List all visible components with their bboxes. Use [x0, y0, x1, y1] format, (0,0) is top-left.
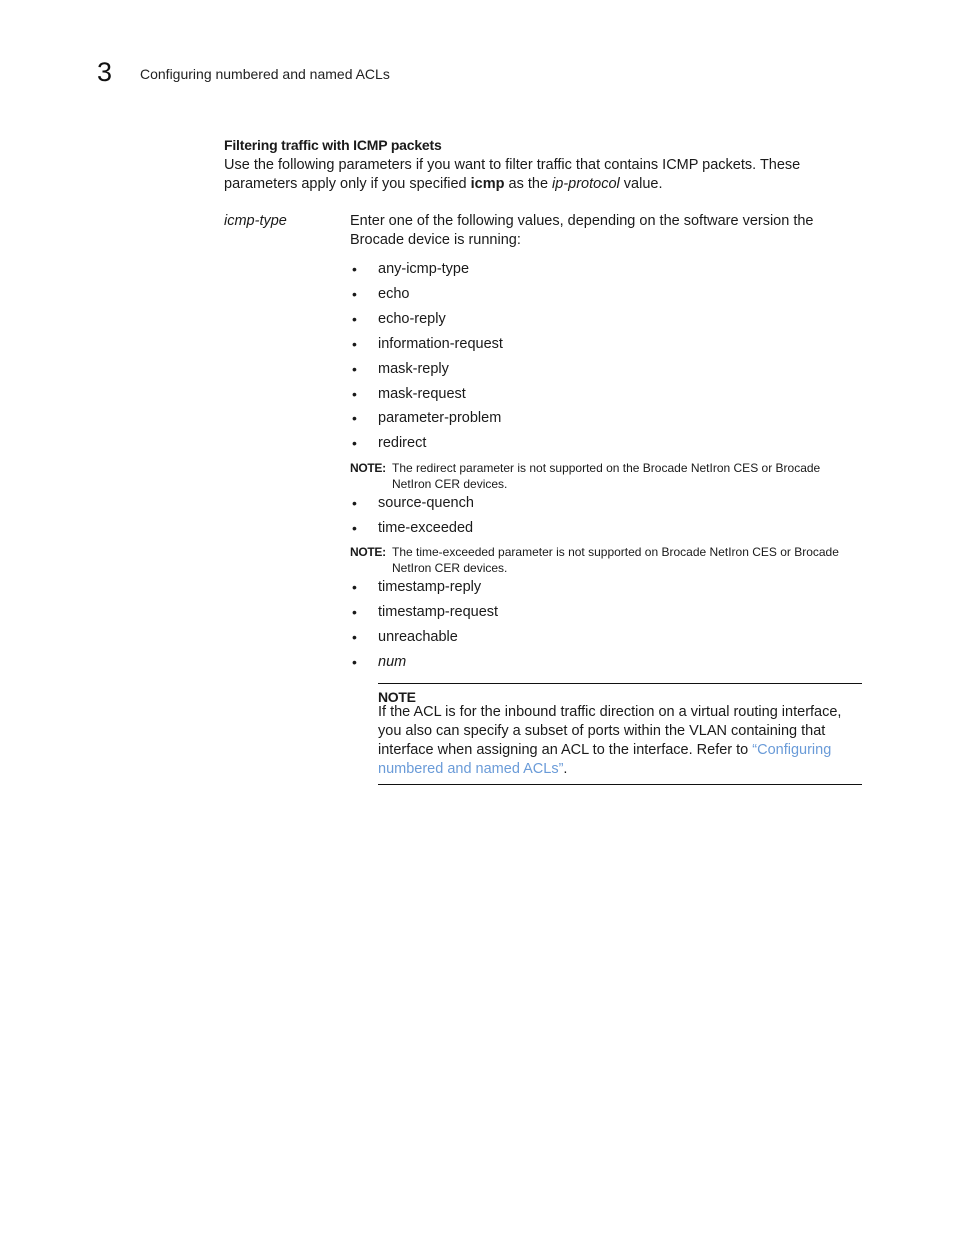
bullet-icon: •	[352, 386, 357, 402]
bullet-icon: •	[352, 336, 357, 352]
bullet-icon: •	[352, 286, 357, 302]
bullet-icon: •	[352, 311, 357, 327]
bullet-icon: •	[352, 654, 357, 670]
bullet-icon: •	[352, 435, 357, 451]
list-item-label: source-quench	[378, 495, 474, 511]
bullet-icon: •	[352, 361, 357, 377]
list-item-label: parameter-problem	[378, 410, 502, 426]
list-item-label: echo-reply	[378, 311, 446, 327]
intro-keyword: icmp	[470, 176, 505, 192]
section-heading: Filtering traffic with ICMP packets	[224, 137, 442, 153]
list-item-label: time-exceeded	[378, 520, 474, 536]
intro-parameter: ip-protocol	[552, 176, 620, 192]
note-label: NOTE:	[350, 461, 386, 475]
cross-reference-link[interactable]: “Configuring numbered and named ACLs”	[378, 742, 832, 777]
list-item-label: redirect	[378, 435, 427, 451]
chapter-number: 3	[97, 57, 113, 87]
note-box	[378, 683, 862, 785]
bullet-icon: •	[352, 261, 357, 277]
bullet-icon: •	[352, 604, 357, 620]
parameter-term: icmp-type	[224, 213, 287, 229]
intro-text-3: value.	[619, 176, 663, 192]
bullet-icon: •	[352, 579, 357, 595]
note-text: The redirect parameter is not supported on the Brocade NetIron CES or Brocade NetIron CER devices.	[392, 461, 821, 491]
intro-paragraph	[224, 156, 854, 194]
note-label: NOTE:	[350, 545, 386, 559]
note-body-text: If the ACL is for the inbound traffic direction on a virtual routing interface, you also can specify a subset of ports within the VLAN containing that interface when assigning an ACL to the interface. Refer to	[378, 704, 842, 758]
list-item-label: mask-request	[378, 386, 466, 402]
list-item-label: unreachable	[378, 629, 458, 645]
intro-text-1: Use the following parameters if you want to filter traffic that contains ICMP packets. These parameters apply only if you specified	[224, 157, 801, 192]
list-item-label: num	[378, 654, 407, 670]
list-item-label: timestamp-request	[378, 604, 499, 620]
bullet-icon: •	[352, 629, 357, 645]
list-item-label: any-icmp-type	[378, 261, 470, 277]
bullet-icon: •	[352, 520, 357, 536]
bullet-icon: •	[352, 410, 357, 426]
note-text: The time-exceeded parameter is not supported on Brocade NetIron CES or Brocade NetIron CER devices.	[392, 545, 839, 575]
note-body-end: .	[563, 761, 568, 777]
note-body	[378, 703, 862, 779]
intro-text-2: as the	[504, 176, 553, 192]
list-item-label: mask-reply	[378, 361, 449, 377]
bullet-icon: •	[352, 495, 357, 511]
list-item-label: echo	[378, 286, 410, 302]
running-title: Configuring numbered and named ACLs	[140, 66, 390, 82]
list-item-label: timestamp-reply	[378, 579, 482, 595]
list-item-label: information-request	[378, 336, 503, 352]
parameter-description: Enter one of the following values, depending on the software version the Brocade device is running:	[350, 213, 814, 248]
note-heading: NOTE	[378, 689, 416, 705]
